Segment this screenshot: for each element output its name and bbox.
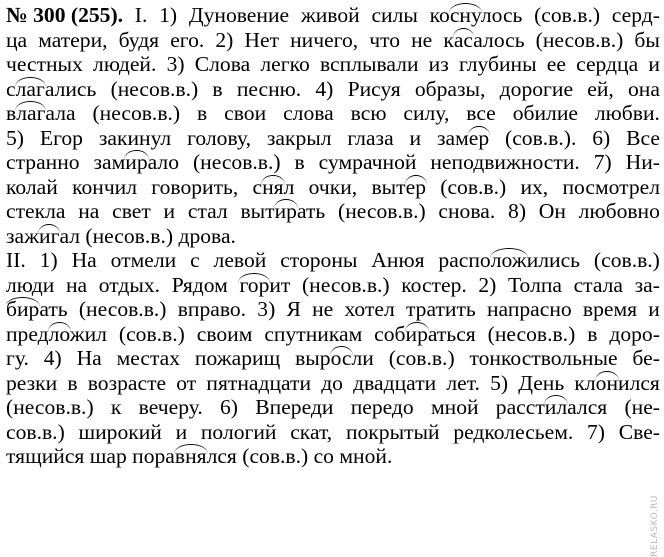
word: (сов.в.) [534,3,601,27]
word: до [321,370,343,395]
root-mark: ня [262,174,284,199]
word: пожарищ [194,346,281,370]
text-line [6,248,660,273]
word: горит [239,272,291,297]
text-line [6,371,660,396]
word: от [176,370,197,395]
root-mark: он [595,370,619,395]
root-mark: ос [330,346,352,370]
word: 6) [220,395,238,419]
word: (несов.в.) [92,101,181,125]
word: 5) [490,370,509,395]
word: в [212,76,223,101]
word: клонился [574,370,660,395]
word: Анюя [371,248,425,272]
word: 4) [315,76,334,101]
word: (несов.в.) [110,76,199,101]
word: дрова. [178,223,236,248]
word: очки, [308,174,358,199]
root-mark: ир [125,150,148,174]
word: свои [224,101,267,125]
word: стал [187,199,228,223]
word: расстилался [495,395,608,419]
word: На [71,248,97,272]
word: (несов.в.) [85,223,174,248]
root-mark: ло [48,321,70,346]
word: 6) [592,125,611,150]
word: серд- [611,3,660,27]
word: напрасно [486,297,572,321]
word: бе- [632,346,660,370]
word: к [110,395,122,419]
word: тящийся [6,444,85,468]
word: на [78,199,100,223]
word: с [190,248,200,272]
word: людей. [93,52,157,76]
word: гу. [6,346,29,370]
word: и [648,52,660,76]
word: любви. [594,101,660,125]
word: она [627,76,660,101]
text-line [6,395,660,420]
word: зажигал [6,223,81,248]
word: силу, [403,101,450,125]
word: вечеру. [138,395,203,419]
word: возрасте [87,370,167,395]
word: все [466,101,496,125]
word: песню. [236,76,302,101]
word: слова [283,101,334,125]
word: широкий [78,419,162,444]
word: стекла [6,199,66,223]
word: (несов.в.) [535,27,624,52]
word: Впереди [255,395,334,419]
word: собираться [374,321,476,346]
root-mark: бир [6,297,40,321]
word: ее [546,52,566,76]
word: что [369,27,401,52]
word: отдых. [98,272,161,297]
text-line [6,28,660,53]
word: (сов.в.) [242,444,309,468]
word: стала [573,272,624,297]
word: 1) [39,248,58,272]
word: 5) [6,125,24,150]
word: Я [286,297,301,321]
word: (сов.в.). [505,125,577,150]
word: мной [430,395,479,419]
word: Дуновение [188,3,290,27]
word: (сов.в.) [593,248,660,272]
word: колай [6,174,58,199]
word: ца [6,27,28,52]
word: коснулось [429,3,523,27]
word: (не- [624,395,660,419]
text-line [6,101,660,126]
root-mark: ир [405,321,428,346]
word: силы [371,3,418,27]
word: и [648,297,660,321]
root-mark: сну [449,3,481,27]
word: любовно [578,199,660,223]
word: шар [89,444,127,468]
word: в [67,370,78,395]
word: его. [170,27,205,52]
word: левой [213,248,267,272]
word: говорить, [151,174,239,199]
word: передо [350,395,414,419]
word: люди [6,272,55,297]
word: тратить [405,297,476,321]
word: покрытый [345,419,440,444]
word: (сов.в.) [388,346,455,370]
word: местах [116,346,181,370]
word: (несов.в.) [6,395,94,419]
root-mark: иг [39,223,60,248]
text-line [6,297,660,322]
word: легко [260,52,310,76]
text-line [6,273,660,298]
word: доро- [609,321,660,346]
root-mark: ер [468,125,490,150]
word: Все [626,125,660,150]
word: честных [6,52,83,76]
word: время [582,297,638,321]
word: 1) [159,3,178,27]
word: замирало [93,150,180,174]
text-line [6,126,660,151]
word: хотел [344,297,395,321]
word: тонкоствольные [469,346,618,370]
word: (несов.в.) [301,272,390,297]
word: (сов.в.) [118,321,185,346]
word: 3) [166,52,185,76]
word: отмели [110,248,177,272]
word: (несов.в.) [487,321,576,346]
word: костер. [401,272,467,297]
word: снова. [438,199,496,223]
word: резки [6,370,58,395]
word: их, [520,174,549,199]
word: 7) [593,150,612,174]
word: в [294,150,305,174]
word: глаза [347,125,394,150]
word: сов.в.) [6,419,65,444]
root-mark: гор [239,272,270,297]
word: неподвижности. [430,150,580,174]
word: выросли [295,346,374,370]
word: бирать [6,297,68,321]
word: матери, [38,27,108,52]
text-line [6,346,660,371]
word: на [65,272,88,297]
word: не [411,27,433,52]
word: Рисуя [347,76,401,101]
word: странно [6,150,80,174]
root-mark: ир [274,199,297,223]
word: со [313,444,334,468]
word: Ни- [625,150,660,174]
word: Нет [244,27,280,52]
word: День [518,370,565,395]
word: образы, [414,76,486,101]
text-line [6,444,660,469]
word: (несов.в.) [192,150,281,174]
word: 4) [43,346,62,370]
word: мной. [339,444,393,468]
word: расположились [438,248,581,272]
word: бы [634,27,660,52]
word: двадцати [353,370,437,395]
word: касалось [443,27,525,52]
word: Толпа [507,272,562,297]
text-line [6,420,660,445]
text-line [6,322,660,347]
word: своим [196,321,253,346]
word: за- [634,272,660,297]
word: I. [134,3,148,27]
word: закрыл [266,125,332,150]
word: (несов.в.) [338,199,426,223]
word: в [587,321,598,346]
word: посмотрел [562,174,660,199]
text-line [6,150,660,175]
site-watermark: RELASKO.RU [650,495,660,557]
word: 2) [215,27,234,52]
word: II. [6,248,26,272]
root-mark: лож [490,248,527,272]
word: пологий [200,419,277,444]
word: спутникам [264,321,363,346]
word: Рядом [171,272,228,297]
word: замер [436,125,490,150]
word: и [163,199,176,223]
word: всю [350,101,387,125]
word: 3) [257,297,276,321]
word: стороны [280,248,358,272]
word: Све- [618,419,660,444]
text-line [6,3,660,28]
exercise-number: № 300 (255). [6,3,124,27]
word: (несов.в.) [78,297,167,321]
word: Слова [194,52,251,76]
root-mark: вня [174,444,207,468]
word: вытирать [240,199,326,223]
word: из [428,52,449,76]
text-line [6,224,660,249]
word: ничего, [290,27,359,52]
word: дорогие [499,76,574,101]
text-line [6,77,660,102]
word: снял [252,174,295,199]
word: Он [538,199,566,223]
word: и [409,125,422,150]
exercise-text [6,3,660,469]
word: закинул [98,125,172,150]
word: Егор [39,125,83,150]
root-mark: ер [405,174,426,199]
word: ей, [587,76,614,101]
word: поравнялся [132,444,237,468]
word: влагала [6,101,76,125]
word: вправо. [177,297,247,321]
word: не [312,297,334,321]
word: На [76,346,102,370]
word: сумрачной [318,150,417,174]
text-line [6,175,660,200]
word: сердца [576,52,639,76]
word: свет [112,199,151,223]
word: пятнадцати [206,370,312,395]
word: предложил [6,321,107,346]
word: вытер [371,174,426,199]
word: всплывали [319,52,419,76]
word: в [197,101,208,125]
text-line [6,199,660,224]
root-mark: ас [453,27,474,52]
word: редколесьем. [453,419,574,444]
word: кончил [72,174,138,199]
word: голову, [187,125,251,150]
word: скат, [290,419,333,444]
word: глубины [458,52,537,76]
root-mark: лаг [16,101,46,125]
word: 8) [508,199,527,223]
root-mark: ил [544,395,568,419]
text-line [6,52,660,77]
word: слагались [6,76,97,101]
word: живой [300,3,360,27]
word: обилие [512,101,578,125]
word: будя [118,27,160,52]
word: и [175,419,188,444]
word: (сов.в.) [440,174,507,199]
word: 2) [478,272,497,297]
word: лет. [446,370,480,395]
root-mark: лаг [15,76,45,101]
word: 7) [587,419,605,444]
